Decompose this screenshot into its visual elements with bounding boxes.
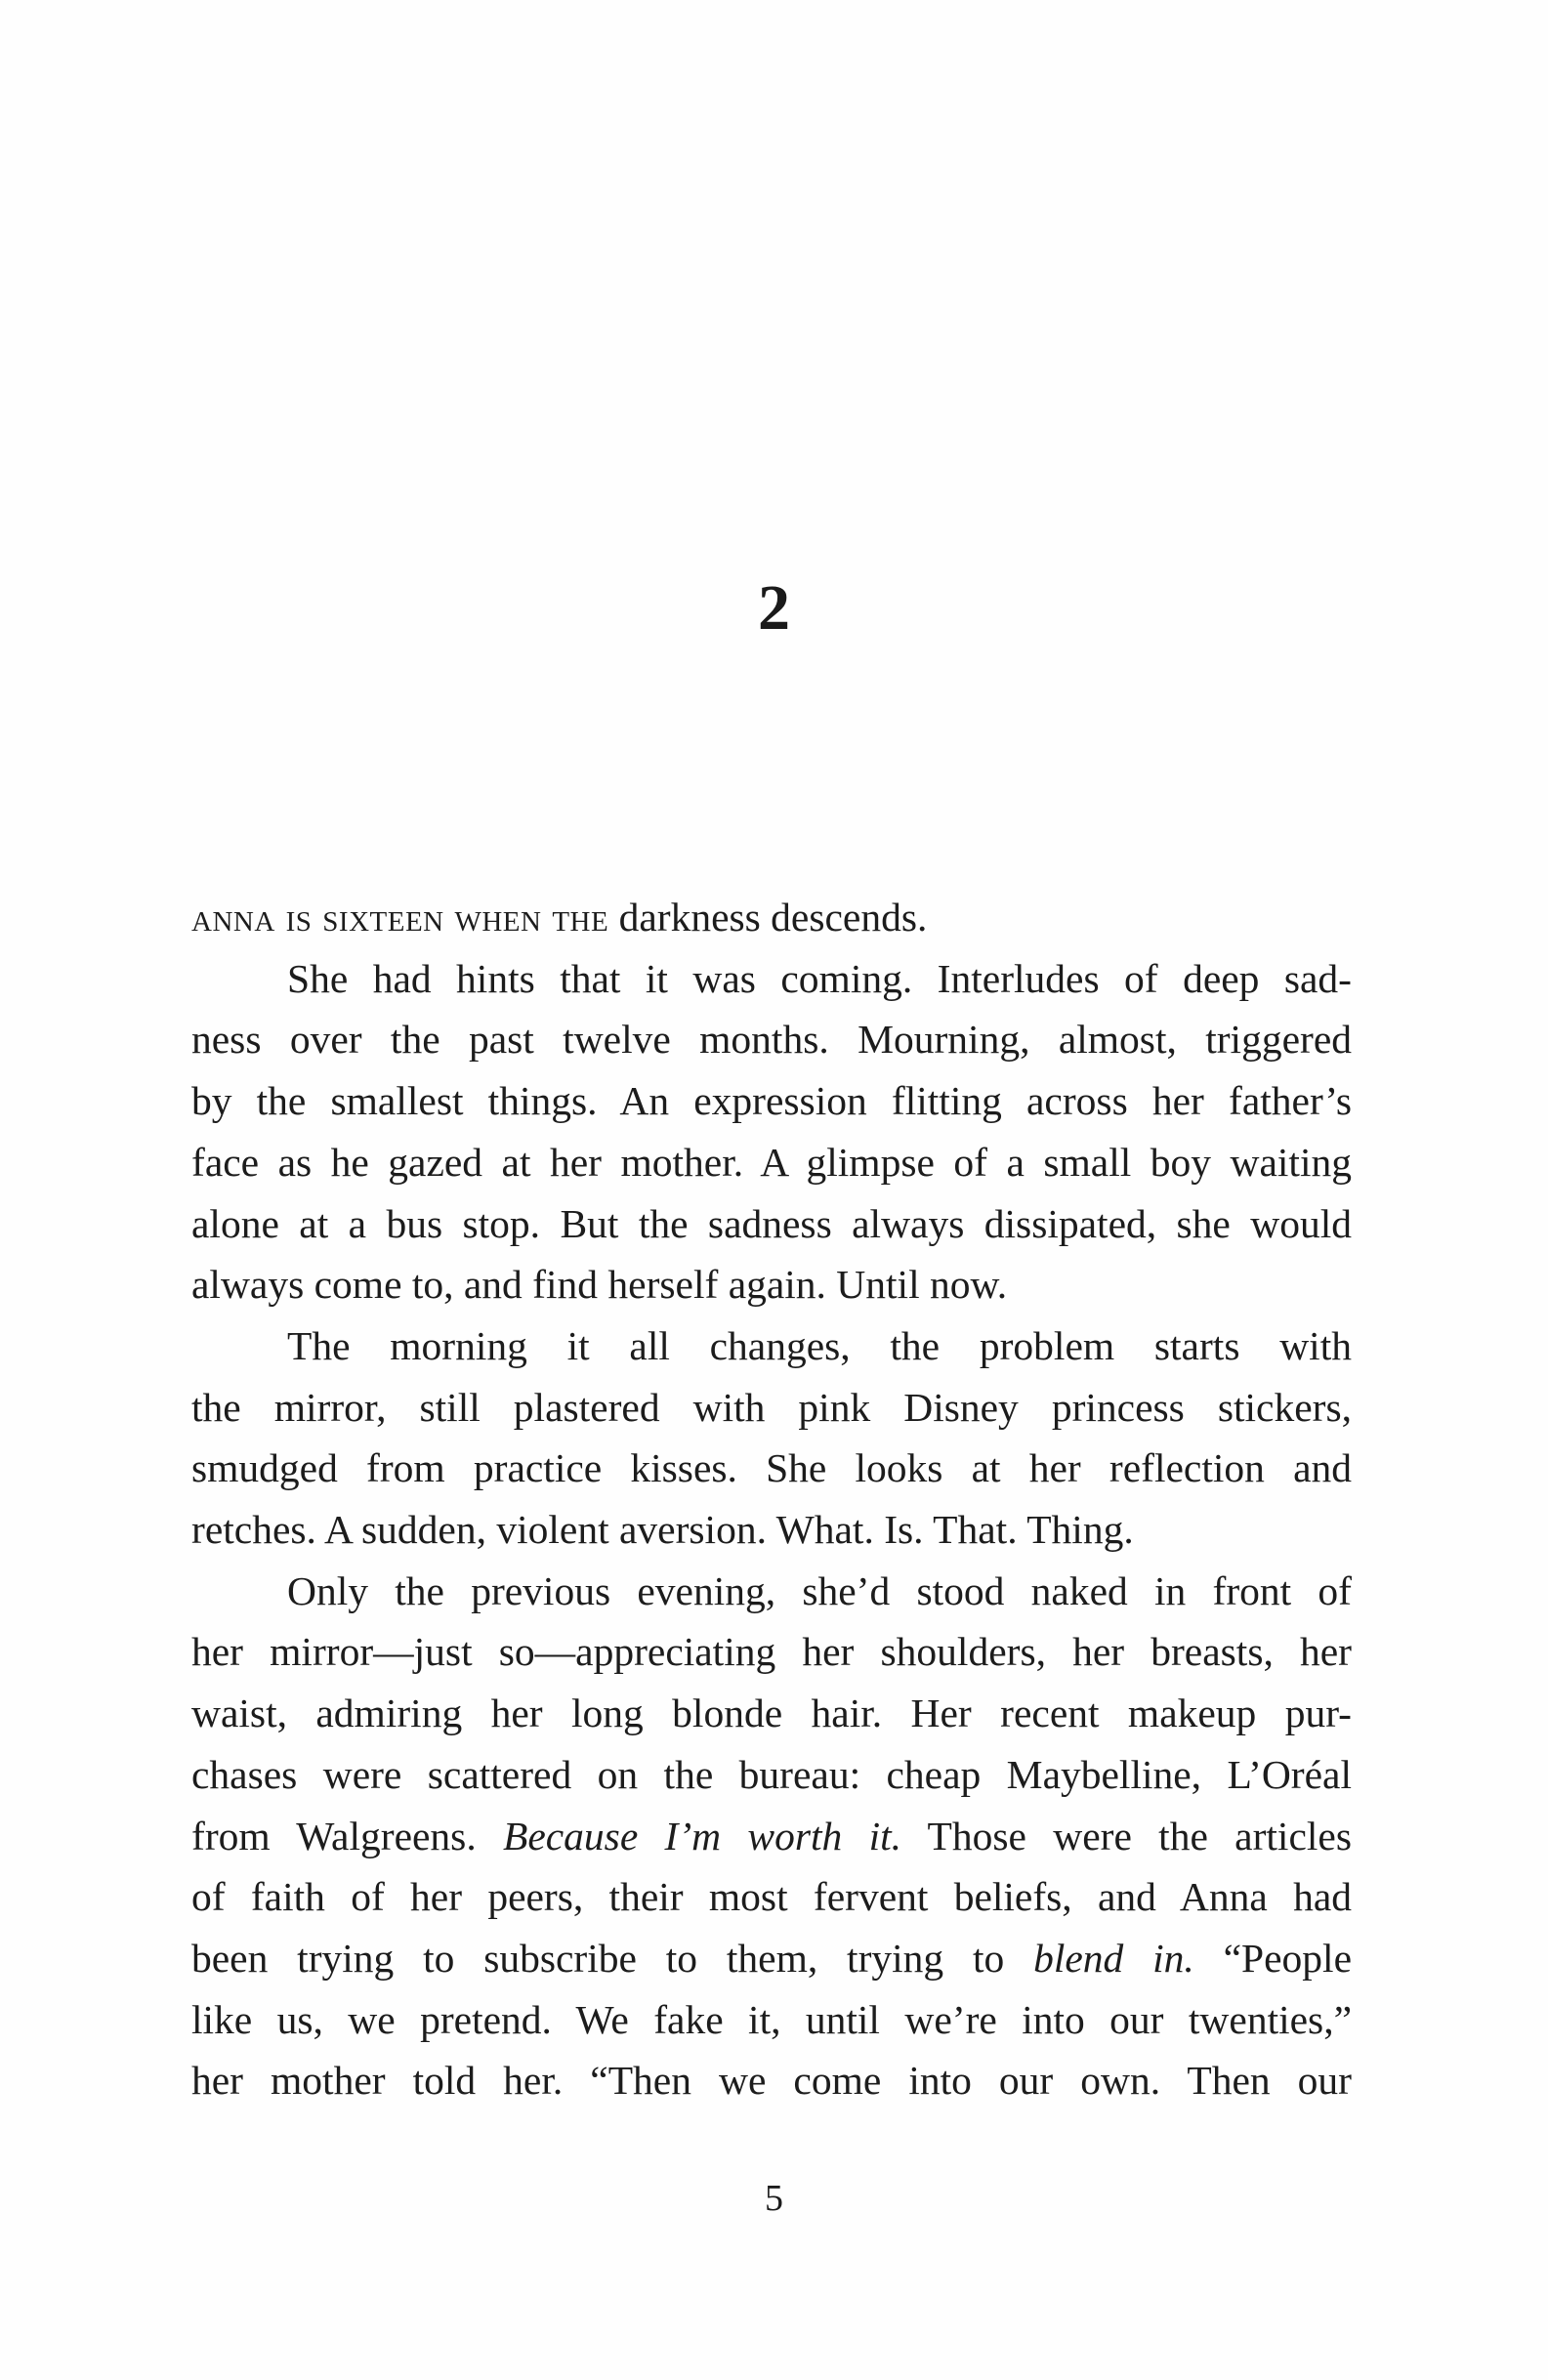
text-line: always come to, and find herself again. Until now. — [191, 1262, 1008, 1308]
italic-phrase: Because I’m worth it. — [502, 1813, 902, 1858]
text-line: ness over the past twelve months. Mourning, almost, triggered — [191, 1017, 1352, 1063]
text-segment: “People — [1193, 1935, 1352, 1981]
text-line: She had hints that it was coming. Interludes of deep sad- — [287, 955, 1352, 1001]
text-segment: Those were the articles — [901, 1813, 1352, 1858]
italic-phrase: blend in. — [1033, 1935, 1194, 1981]
text-line: by the smallest things. An expression flitting across her father’s — [191, 1078, 1352, 1124]
text-segment: been trying to subscribe to them, trying to — [191, 1935, 1034, 1981]
text-line — [191, 1806, 1352, 1867]
text-line: chases were scattered on the bureau: cheap Maybelline, L’Oréal — [191, 1751, 1352, 1797]
text-line: the mirror, still plastered with pink Disney princess stickers, — [191, 1384, 1352, 1430]
page-number: 5 — [765, 2178, 783, 2219]
text-line: alone at a bus stop. But the sadness always dissipated, she would — [191, 1200, 1352, 1246]
text-line — [191, 887, 1352, 948]
paragraph — [191, 1315, 1352, 1561]
paragraph — [191, 1561, 1352, 2111]
text-line: The morning it all changes, the problem starts with — [287, 1322, 1352, 1368]
text-line: her mirror—just so—appreciating her shoulders, her breasts, her — [191, 1629, 1352, 1675]
text-line: retches. A sudden, violent aversion. What. Is. That. Thing. — [191, 1507, 1134, 1553]
chapter-number: 2 — [758, 572, 790, 644]
text-line — [191, 1928, 1352, 1989]
text-line: face as he gazed at her mother. A glimpse of a small boy waiting — [191, 1139, 1352, 1185]
opening-text: darkness descends. — [608, 895, 928, 939]
opening-smallcaps: anna is sixteen when the — [191, 895, 609, 939]
text-line: Only the previous evening, she’d stood naked in front of — [287, 1567, 1352, 1613]
text-line: of faith of her peers, their most fervent beliefs, and Anna had — [191, 1874, 1352, 1920]
text-line: waist, admiring her long blonde hair. Her recent makeup pur- — [191, 1691, 1352, 1736]
paragraph — [191, 948, 1352, 1315]
text-line: like us, we pretend. We fake it, until we’re into our twenties,” — [191, 1996, 1352, 2042]
text-line: her mother told her. “Then we come into our own. Then our — [191, 2058, 1352, 2104]
text-line: smudged from practice kisses. She looks at her reflection and — [191, 1445, 1352, 1491]
body-text — [191, 887, 1352, 2111]
text-segment: from Walgreens. — [191, 1813, 503, 1858]
paragraph-opening — [191, 887, 1352, 948]
